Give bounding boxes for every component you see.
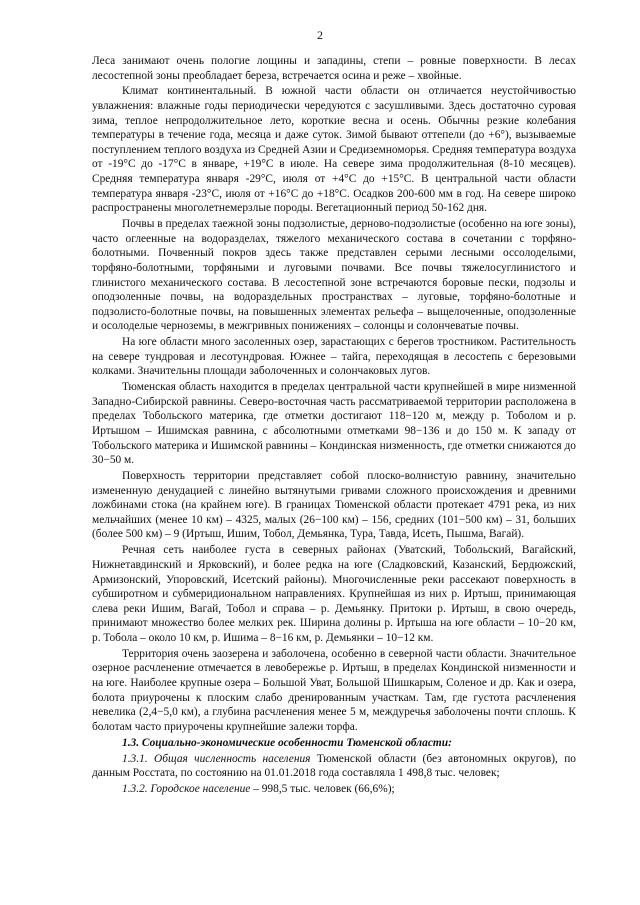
paragraph: Территория очень заозерена и заболочена, особенно в северной части области. Значительное озерное расчленение отмечается в левобережье р. Иртыш, в пределах Кондинской низменности и на юге. Наиболее крупные озера – Большой Уват, Большой Шишкарым, Соленое и др. Как и озера, болота приурочены к плоским слабо дренированным участкам. Там, где густота расчленения невелика (2,4−5,0 км), а глубина расчленения менее 5 м, междуречья заболочены почти сплошь. К болотам часто приурочены крупнейшие залежи торфа. (92, 647, 576, 733)
paragraph: Речная сеть наиболее густа в северных районах (Уватский, Тобольский, Вагайский, Нижнетавдинский и Ярковский), и более редка на юге (Сладковский, Казанский, Бердюжский, Армизонский, Упоровский, Исетский районы). Многочисленные реки рассекают поверхность в субширотном и субмеридиональном направлениях. Крупнейшая из них р. Иртыш, принимающая слева реки Ишим, Вагай, Тобол и справа – р. Демьянку. Притоки р. Иртыш, в свою очередь, принимают множество более мелких рек. Ширина долины р. Иртыша на юге области – 10−20 км, р. Тобола – около 10 км, р. Ишима – 8−16 км, р. Демьянки – 10−12 км. (92, 544, 576, 644)
section-item-label: 1.3.1. Общая численность населения (122, 752, 311, 765)
paragraph: Почвы в пределах таежной зоны подзолистые, дерново-подзолистые (особенно на юге зоны), часто оглеенные на водоразделах, тяжелого механического состава в сочетании с торфяно-болотными. Почвенный покров здесь также представлен серыми лесными оссолоделыми, торфяно-болотными, торфяными и луговыми почвами. Все почвы тяжелосуглинистого и глинистого механического состава. В лесостепной зоне встречаются боровые пески, подзолы и оподзоленные почвы, на водораздельных пространствах – луговые, торфяно-болотные и подзолисто-болотные почвы, на повышенных элементах рельефа – выщелоченные, оподзоленные и осолоделые черноземы, в межгривных понижениях – солонцы и солончеватые почвы. (92, 218, 576, 333)
section-item-label: 1.3.2. Городское население (122, 783, 251, 796)
section-item (92, 752, 576, 781)
paragraph: Леса занимают очень пологие лощины и западины, степи – ровные поверхности. В лесах лесостепной зоны преобладает береза, встречается осина и реже – хвойные. (92, 55, 576, 82)
section-item-text: – 998,5 тыс. человек (66,6%); (250, 783, 395, 796)
section-heading: 1.3. Социально-экономические особенности Тюменской области: (122, 736, 452, 749)
paragraph: Тюменская область находится в пределах центральной части крупнейшей в мире низменной Западно-Сибирской равнины. Северо-восточная часть рассматриваемой территории расположена в пределах Тобольского материка, где отметки достигают 118−120 м, между р. Тоболом и р. Иртышом – Ишимская равнина, с абсолютными отметками 98−136 и до 150 м. К западу от Тобольского материка и Ишимской равнины – Кондинская низменность, где отметки снижаются до 30−50 м. (92, 381, 576, 467)
paragraph: Климат континентальный. В южной части области он отличается неустойчивостью увлажнения: влажные годы периодически чередуются с засушливыми. Здесь достаточно суровая зима, теплое непродолжительное лето, короткие весна и осень. Обычны резкие колебания температуры в течение года, месяца и даже суток. Зимой бывают оттепели (до +6°), вызываемые поступлением теплого воздуха из Средней Азии и Средиземноморья. Средняя температура воздуха от -19°С до -17°С в январе, +19°С в июле. На севере зима продолжительная (8-10 месяцев). Средняя температура января -29°С, июля от +4°С до +15°С. В центральной части области температура января -23°С, июля от +16°С до +18°С. Осадков 200-600 мм в год. На севере широко распространены многолетнемерзлые породы. Вегетационный период 50-162 дня. (92, 85, 576, 215)
section-item (92, 782, 576, 797)
paragraph: Поверхность территории представляет собой плоско-волнистую равнину, значительно измененную денудацией с линейно вытянутыми гривами сложного происхождения и древними ложбинами стока (на крайнем юге). В границах Тюменской области протекает 4791 река, из них мельчайших (менее 10 км) – 4325, малых (26−100 км) – 156, средних (101−500 км) – 31, больших (более 500 км) – 9 (Иртыш, Ишим, Тобол, Демьянка, Тура, Тавда, Исеть, Пышма, Вагай). (92, 470, 576, 541)
paragraph: На юге области много засоленных озер, зарастающих с берегов тростником. Растительность на севере тундровая и лесотундровая. Южнее – тайга, переходящая в лесостепь с березовыми колками. Значительны площади заболоченных и солончаковых лугов. (92, 336, 576, 378)
section-item-text: Тюменской области (без автономных округов), по данным Росстата, по состоянию на 01.01.2018 года составляла 1 498,8 тыс. человек; (92, 752, 576, 780)
page-content (92, 54, 576, 798)
page-number: 2 (317, 28, 323, 42)
